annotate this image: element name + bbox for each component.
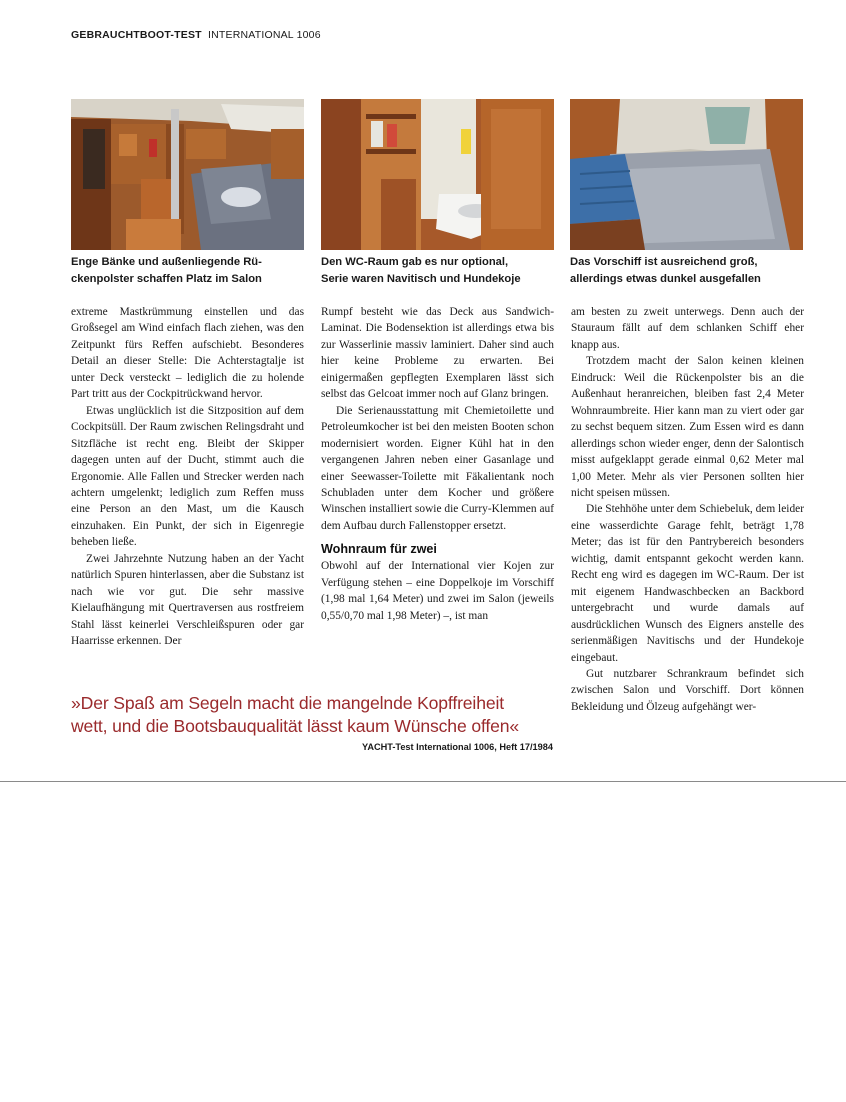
column-left bbox=[71, 304, 304, 650]
body-paragraph: Gut nutzbarer Schrankraum befindet sich zwischen Salon und Vorschiff. Dort können Bekleidung und Ölzeug aufgehängt wer- bbox=[571, 667, 804, 713]
body-paragraph: extreme Mastkrümmung einstellen und das Großsegel am Wind einfach flach ziehen, was den Zeitpunkt fürs Reffen aufschiebt. Besonderes Detail an dieser Stelle: Die Achterstagtalje ist unter Deck versteckt – lediglich die zu holende Part tritt aus der Cockpitrückwand hervor. bbox=[71, 306, 304, 401]
pull-quote-source: YACHT-Test International 1006, Heft 17/1984 bbox=[362, 742, 553, 752]
header-model: INTERNATIONAL 1006 bbox=[208, 29, 321, 41]
caption-vorschiff-line2: allerdings etwas dunkel ausgefallen bbox=[570, 272, 761, 285]
photo-vorschiff bbox=[570, 99, 803, 250]
pull-quote bbox=[71, 692, 561, 738]
column-right bbox=[571, 304, 804, 715]
body-paragraph: Zwei Jahrzehnte Nutzung haben an der Yacht natürlich Spuren hinterlassen, aber die Substanz ist nach wie vor gut. Die sehr massive Kielaufhängung mit Quertraversen aus rostfreiem Stahl lässt keinerlei Verschleißspuren oder gar Haarrisse erkennen. Der bbox=[71, 552, 304, 648]
caption-salon-line2: ckenpolster schaffen Platz im Salon bbox=[71, 272, 262, 285]
photo-salon bbox=[71, 99, 304, 250]
caption-salon-line1: Enge Bänke und außenliegende Rü- bbox=[71, 256, 262, 268]
body-paragraph: Die Stehhöhe unter dem Schiebeluk, dem leider eine wasserdichte Garage fehlt, beträgt 1,78 Meter; das ist für den Pantrybereich besonders wichtig, damit entspannt gekocht werden kann. Recht eng wird es dagegen im WC-Raum. Der ist mit eigenem Handwaschbecken an Backbord untergebracht und wurde damals auf ausdrücklichen Wunsch des Eigners anstelle des serienmäßigen Navitischs und der Hundekoje eingebaut. bbox=[571, 503, 804, 664]
subheading: Wohnraum für zwei bbox=[321, 542, 437, 557]
column-middle bbox=[321, 304, 554, 624]
caption-vorschiff bbox=[570, 254, 806, 287]
header-section: GEBRAUCHTBOOT-TEST bbox=[71, 29, 202, 41]
caption-salon bbox=[71, 254, 307, 287]
body-paragraph: Die Serienausstattung mit Chemietoilette und Petroleumkocher ist bei den meisten Booten schon modernisiert worden. Eigner Kühl hat in den vergangenen Jahren neben einer Gasanlage und einer Seewasser-Toilette mit Fäkalientank noch Schubladen unter dem Kocher und größere Winschen installiert sowie die Curry-Klemmen auf dem Aufbau durch Fallenstopper ersetzt. bbox=[321, 404, 554, 532]
body-paragraph: Rumpf besteht wie das Deck aus Sandwich-Laminat. Die Bodensektion ist allerdings etwa bis zur Wasserlinie massiv laminiert. Daher sind auch hier keine Probleme zu erwarten. Bei einigermaßen gepflegten Exemplaren lässt sich selbst das Gelcoat immer noch auf Glanz bringen. bbox=[321, 306, 554, 401]
photo-wc-raum bbox=[321, 99, 554, 250]
body-paragraph: Etwas unglücklich ist die Sitzposition auf dem Cockpitsüll. Der Raum zwischen Relingsdraht und Sitzfläche ist recht eng. Bleibt der Skipper dagegen unten auf der Ducht, stimmt auch die Ergonomie. Alle Fallen und Strecker werden nach achtern umgelenkt; lediglich zum Reffen muss eine Person an den Mast, um die Kausch einzuhaken. Ein Punkt, der sich in Eigenregie beheben ließe. bbox=[71, 404, 304, 549]
body-paragraph: Trotzdem macht der Salon keinen kleinen Eindruck: Weil die Rückenpolster bis an die Außenhaut heranreichen, bleiben fast 2,4 Meter Wohnraumbreite. Hier kann man zu viert oder gar zu sechst bequem sitzen. Zum Essen wird es dann allerdings schon wieder enger, denn der Salontisch misst aufgeklappt gerade einmal 0,62 Meter mal 1,00 Meter. Mehr als vier Personen sollten hier nicht speisen müssen. bbox=[571, 355, 804, 499]
caption-wc-raum-line2: Serie waren Navitisch und Hundekoje bbox=[321, 272, 521, 285]
pull-quote-line2: wett, und die Bootsbauqualität lässt kaum Wünsche offen« bbox=[71, 716, 520, 736]
body-paragraph: am besten zu zweit unterwegs. Denn auch der Stauraum fällt auf dem schlanken Schiff eher knapp aus. bbox=[571, 306, 804, 351]
caption-wc-raum-line1: Den WC-Raum gab es nur optional, bbox=[321, 256, 509, 268]
caption-vorschiff-line1: Das Vorschiff ist ausreichend groß, bbox=[570, 256, 758, 268]
running-header bbox=[71, 29, 321, 41]
body-paragraph: Obwohl auf der International vier Kojen zur Verfügung stehen – eine Doppelkoje im Vorschiff (1,98 mal 1,64 Meter) und zwei im Salon (jeweils 0,55/0,70 mal 1,98 Meter) –, ist man bbox=[321, 560, 554, 622]
pull-quote-line1: »Der Spaß am Segeln macht die mangelnde Kopffreiheit bbox=[71, 693, 504, 713]
page-divider bbox=[0, 781, 846, 782]
caption-wc-raum bbox=[321, 254, 557, 287]
